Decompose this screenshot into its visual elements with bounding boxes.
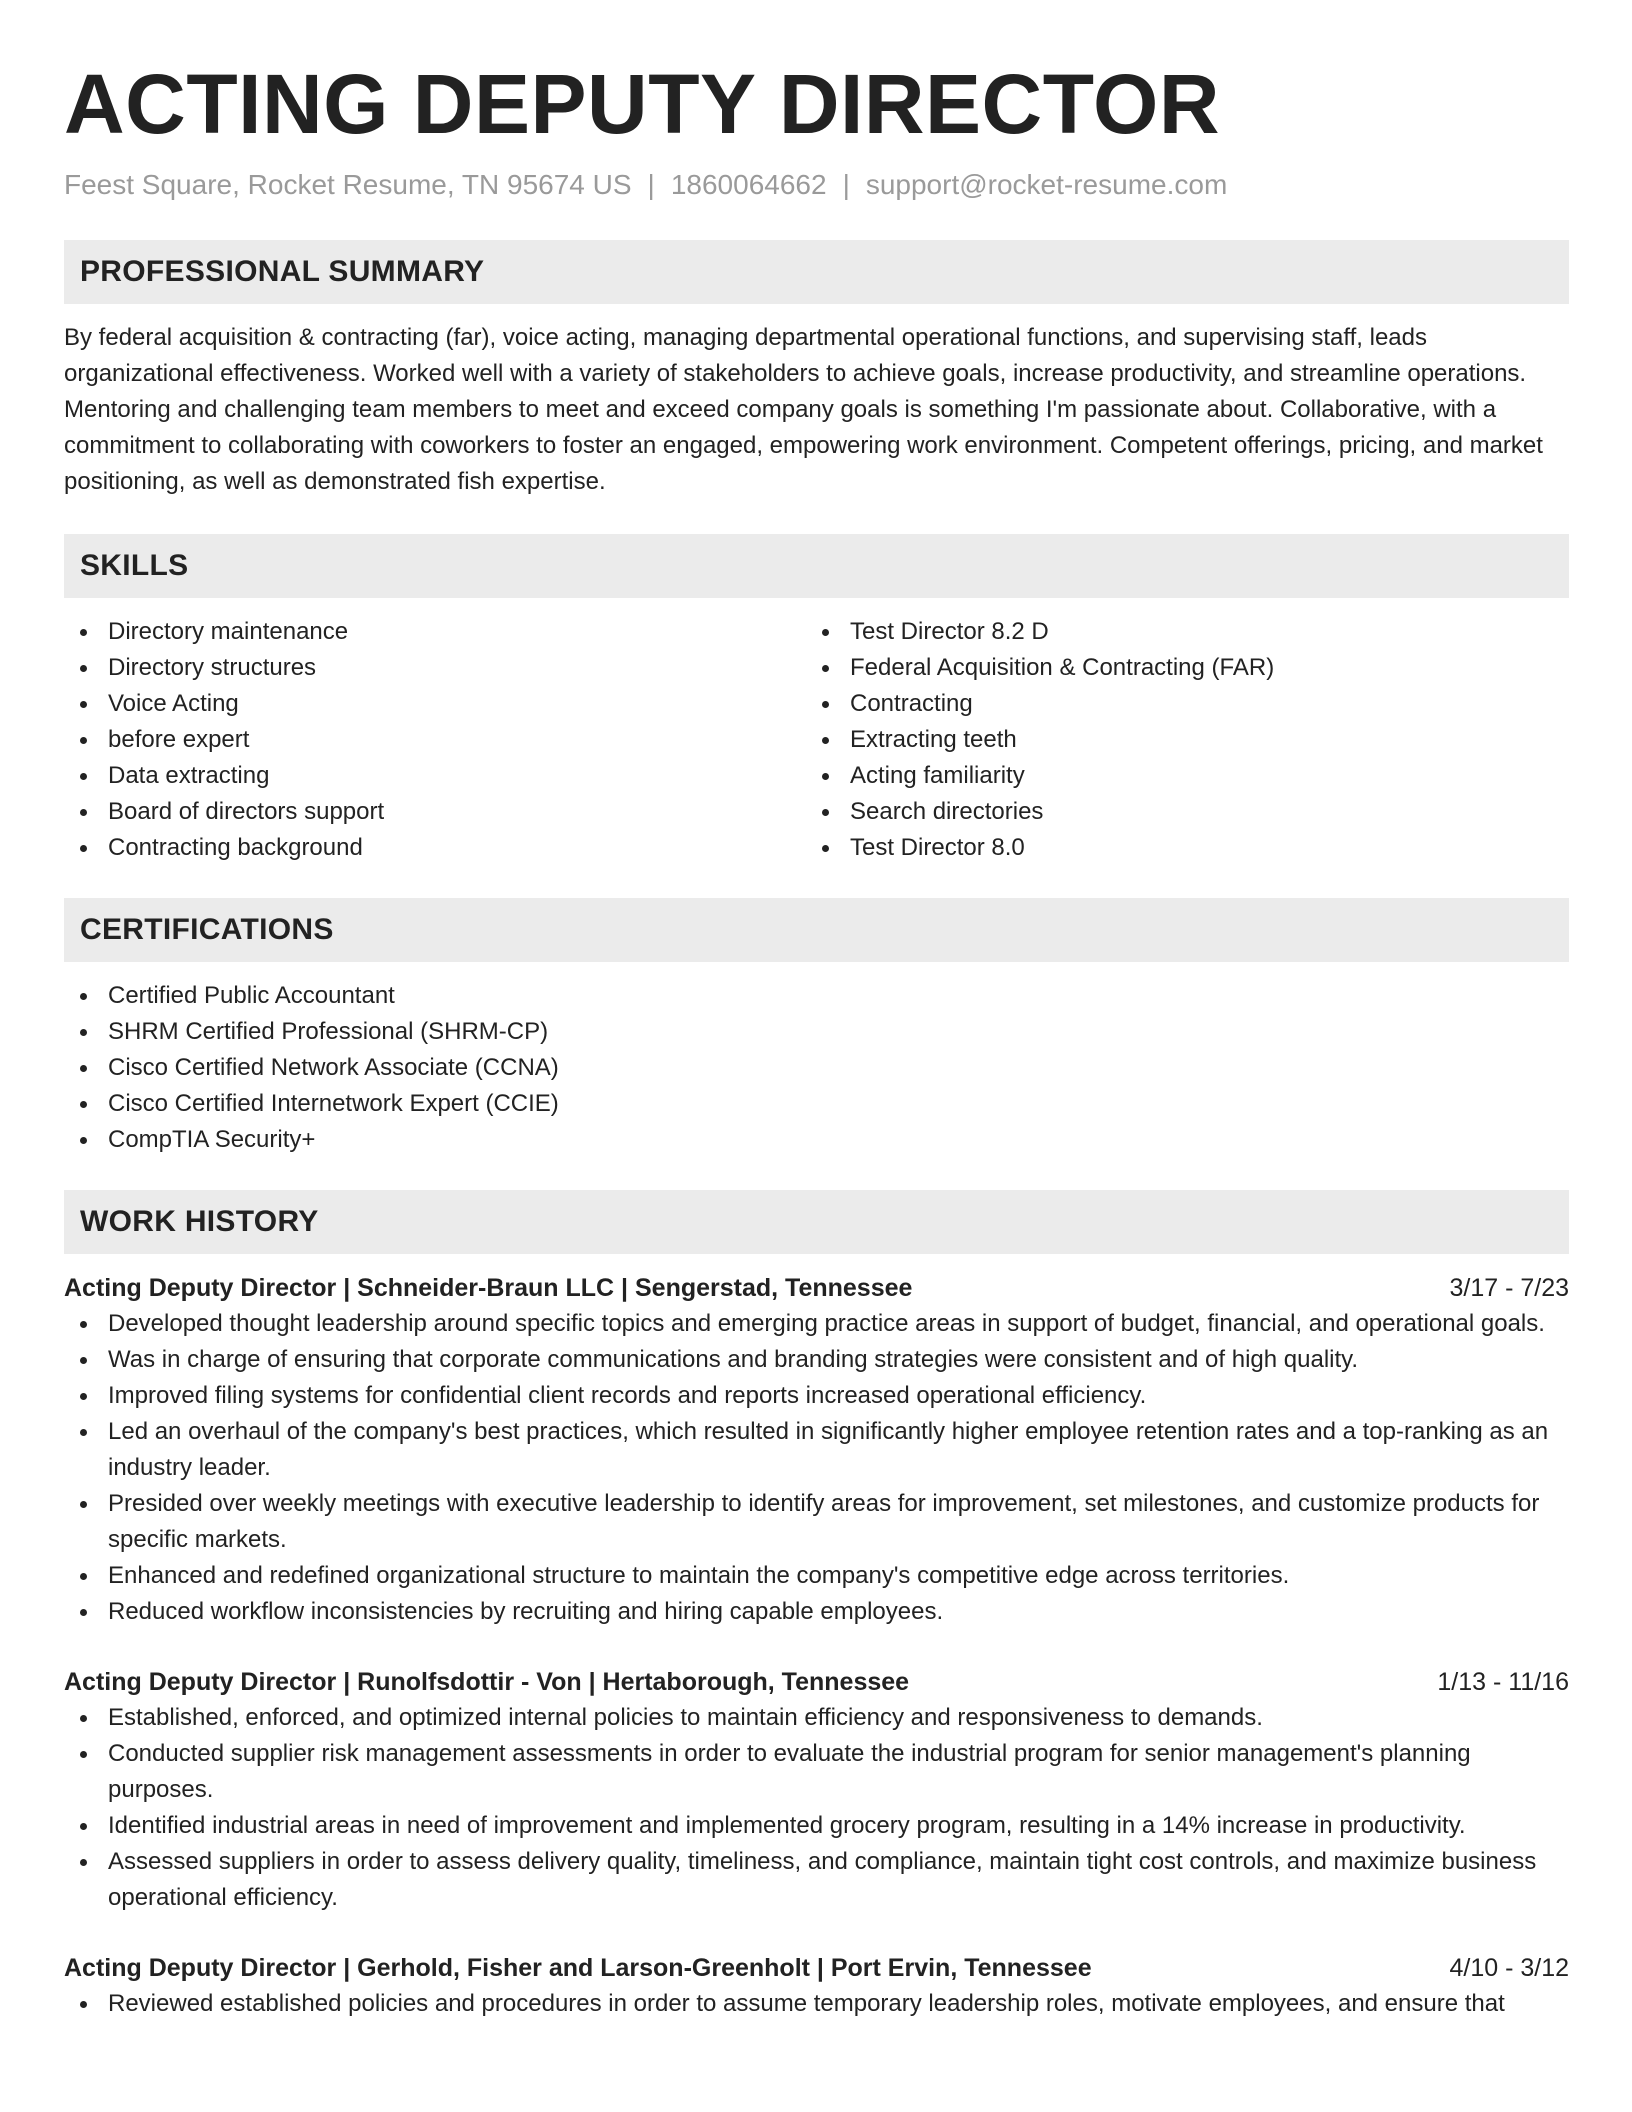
job-title: Acting Deputy Director | Runolfsdottir - Von | Hertaborough, Tennessee [64, 1668, 910, 1696]
skill-item: Board of directors support [64, 794, 806, 830]
job-bullet: Was in charge of ensuring that corporate communications and branding strategies were consistent and of high quality. [64, 1342, 1569, 1378]
skill-item: Directory structures [64, 650, 806, 686]
job-header [64, 1664, 1569, 1700]
skill-item: Acting familiarity [806, 758, 1548, 794]
contact-separator: | [647, 169, 655, 200]
skill-item: Search directories [806, 794, 1548, 830]
summary-heading: PROFESSIONAL SUMMARY [64, 240, 1569, 304]
certifications-section [64, 898, 1569, 1158]
job-bullet: Assessed suppliers in order to assess delivery quality, timeliness, and compliance, maintain tight cost controls, and maximize business operational efficiency. [64, 1844, 1569, 1916]
job-header [64, 1270, 1569, 1306]
job-dates: 4/10 - 3/12 [1449, 1954, 1569, 1982]
skill-item: Extracting teeth [806, 722, 1548, 758]
skills-heading: SKILLS [64, 534, 1569, 598]
job-title: Acting Deputy Director | Schneider-Braun LLC | Sengerstad, Tennessee [64, 1274, 913, 1302]
skills-column-right [806, 614, 1548, 866]
contact-email: support@rocket-resume.com [865, 169, 1228, 200]
job-bullet: Conducted supplier risk management assessments in order to evaluate the industrial program for senior management's planning purposes. [64, 1736, 1569, 1808]
candidate-name: ACTING DEPUTY DIRECTOR [64, 57, 1220, 151]
skill-item: Test Director 8.2 D [806, 614, 1548, 650]
certification-item: Certified Public Accountant [64, 978, 1569, 1014]
summary-section [64, 240, 1569, 500]
job-bullet-list [64, 1986, 1569, 2022]
certification-item: Cisco Certified Internetwork Expert (CCIE) [64, 1086, 1569, 1122]
certification-item: CompTIA Security+ [64, 1122, 1569, 1158]
summary-text: By federal acquisition & contracting (far), voice acting, managing departmental operational functions, and supervising staff, leads organizational effectiveness. Worked well with a variety of stakeholders to achieve goals, increase productivity, and streamline operations. Mentoring and challenging team members to meet and exceed company goals is something I'm passionate about. Collaborative, with a commitment to collaborating with coworkers to foster an engaged, empowering work environment. Competent offerings, pricing, and market positioning, as well as demonstrated fish expertise. [64, 324, 1543, 495]
job-header [64, 1950, 1569, 1986]
job-bullet-list [64, 1700, 1569, 1916]
skill-item: Contracting [806, 686, 1548, 722]
job-bullet: Reduced workflow inconsistencies by recruiting and hiring capable employees. [64, 1594, 1569, 1630]
skills-list-left [64, 614, 806, 866]
skill-item: Test Director 8.0 [806, 830, 1548, 866]
certifications-list [64, 978, 1569, 1158]
job-bullet: Established, enforced, and optimized internal policies to maintain efficiency and responsiveness to demands. [64, 1700, 1569, 1736]
contact-phone: 1860064662 [670, 169, 827, 200]
certification-item: Cisco Certified Network Associate (CCNA) [64, 1050, 1569, 1086]
skill-item: before expert [64, 722, 806, 758]
work-history-section [64, 1190, 1569, 2022]
job-bullet: Improved filing systems for confidential client records and reports increased operational efficiency. [64, 1378, 1569, 1414]
skills-column-left [64, 614, 806, 866]
work-history-heading: WORK HISTORY [64, 1190, 1569, 1254]
job-bullet: Enhanced and redefined organizational structure to maintain the company's competitive edge across territories. [64, 1558, 1569, 1594]
contact-address: Feest Square, Rocket Resume, TN 95674 US [64, 169, 632, 200]
certification-item: SHRM Certified Professional (SHRM-CP) [64, 1014, 1569, 1050]
job-entry [64, 1664, 1569, 1916]
job-bullet-list [64, 1306, 1569, 1630]
job-bullet: Developed thought leadership around specific topics and emerging practice areas in support of budget, financial, and operational goals. [64, 1306, 1569, 1342]
skill-item: Directory maintenance [64, 614, 806, 650]
job-title: Acting Deputy Director | Gerhold, Fisher and Larson-Greenholt | Port Ervin, Tennessee [64, 1954, 1092, 1982]
skills-section [64, 534, 1569, 866]
job-bullet: Led an overhaul of the company's best practices, which resulted in significantly higher employee retention rates and a top-ranking as an industry leader. [64, 1414, 1569, 1486]
job-entry [64, 1270, 1569, 1630]
contact-separator: | [842, 169, 850, 200]
contact-line [64, 168, 1569, 202]
job-bullet: Presided over weekly meetings with executive leadership to identify areas for improvement, set milestones, and customize products for specific markets. [64, 1486, 1569, 1558]
skills-columns [64, 614, 1569, 866]
certifications-heading: CERTIFICATIONS [64, 898, 1569, 962]
skills-list-right [806, 614, 1548, 866]
skill-item: Contracting background [64, 830, 806, 866]
job-dates: 3/17 - 7/23 [1449, 1274, 1569, 1302]
resume-page [64, 0, 1569, 2022]
job-bullet: Identified industrial areas in need of improvement and implemented grocery program, resulting in a 14% increase in productivity. [64, 1808, 1569, 1844]
job-dates: 1/13 - 11/16 [1437, 1668, 1569, 1696]
skill-item: Voice Acting [64, 686, 806, 722]
skill-item: Data extracting [64, 758, 806, 794]
skill-item: Federal Acquisition & Contracting (FAR) [806, 650, 1548, 686]
job-bullet: Reviewed established policies and procedures in order to assume temporary leadership roles, motivate employees, and ensure that [64, 1986, 1569, 2022]
job-entry [64, 1950, 1569, 2022]
